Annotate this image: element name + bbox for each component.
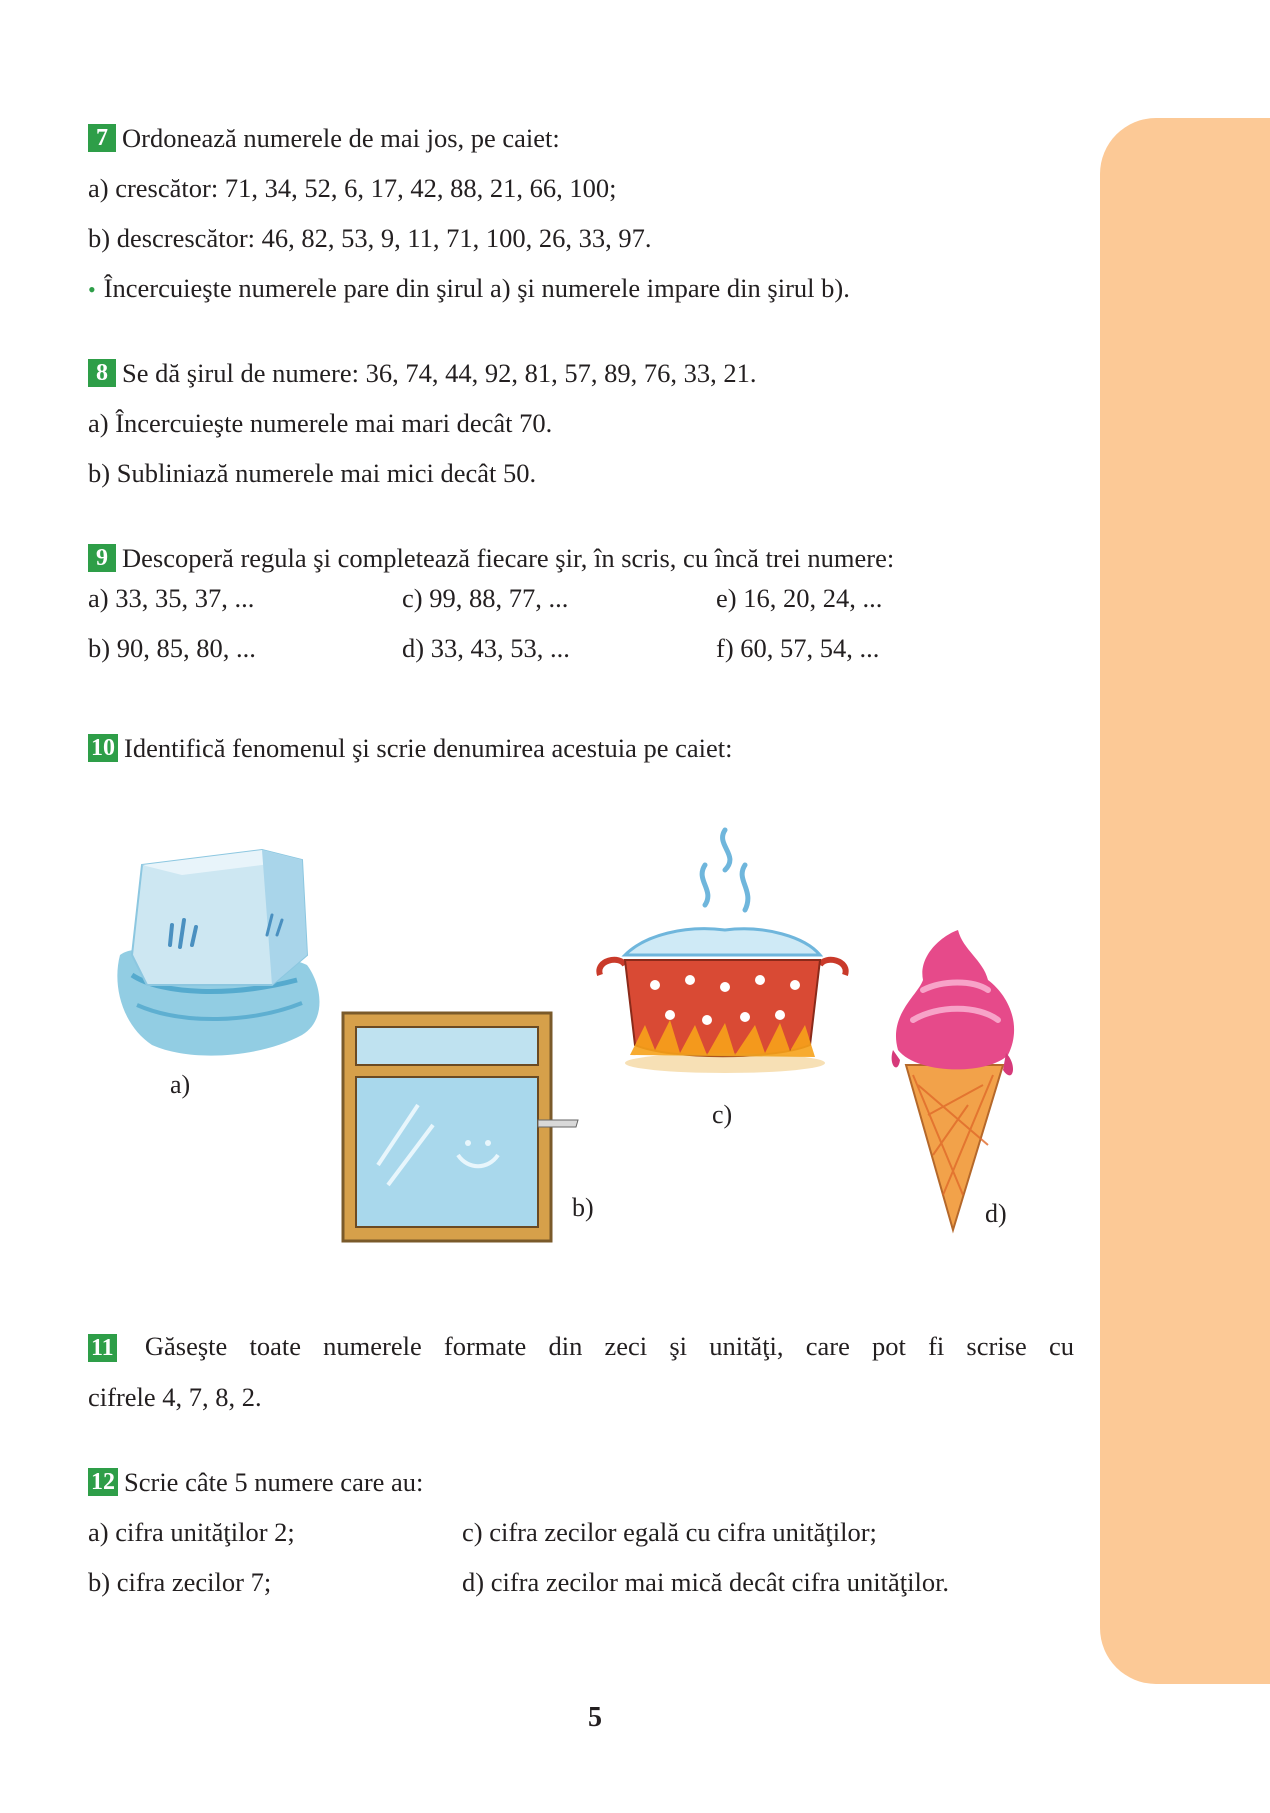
ex10-number-badge: 10 xyxy=(88,734,118,762)
ex11-word: toate xyxy=(249,1331,301,1361)
ex11-word: din xyxy=(548,1331,583,1361)
page-number: 5 xyxy=(588,1702,602,1733)
ex9-item-f: f) 60, 57, 54, ... xyxy=(716,633,880,663)
ex11-word: cu xyxy=(1048,1331,1074,1361)
ex7-title: Ordonează numerele de mai jos, pe caiet: xyxy=(122,123,560,153)
ex9-item-b: b) 90, 85, 80, ... xyxy=(88,633,256,663)
ex8-title: Se dă şirul de numere: 36, 74, 44, 92, 81, 57, 89, 76, 33, 21. xyxy=(122,358,757,388)
ex7-number-badge: 7 xyxy=(88,124,116,152)
side-tab-decoration xyxy=(1100,118,1270,1684)
ex12-title: Scrie câte 5 numere care au: xyxy=(124,1467,424,1497)
ex7-heading xyxy=(88,122,560,154)
ex10-heading xyxy=(88,732,732,764)
ex11-word: zeci xyxy=(604,1331,648,1361)
ex12-number-badge: 12 xyxy=(88,1468,118,1496)
frosted-window-illustration xyxy=(338,1005,583,1250)
ex9-number-badge: 9 xyxy=(88,544,116,572)
picture-label-b: b) xyxy=(572,1193,594,1222)
boiling-pot-illustration xyxy=(595,825,850,1085)
ex9-item-d: d) 33, 43, 53, ... xyxy=(402,633,570,663)
ex8-number-badge: 8 xyxy=(88,359,116,387)
ex7-item-a: a) crescător: 71, 34, 52, 6, 17, 42, 88, 21, 66, 100; xyxy=(88,173,617,203)
ex11-word: unităţi, xyxy=(709,1331,784,1361)
ex10-title: Identifică fenomenul şi scrie denumirea acestuia pe caiet: xyxy=(124,733,733,763)
ex9-title: Descoperă regula şi completează fiecare şir, în scris, cu încă trei numere: xyxy=(122,543,895,573)
ex11-second-line: cifrele 4, 7, 8, 2. xyxy=(88,1382,262,1412)
melting-ice-illustration xyxy=(112,835,330,1065)
ex7-item-b: b) descrescător: 46, 82, 53, 9, 11, 71, 100, 26, 33, 97. xyxy=(88,223,652,253)
ex11-word: şi xyxy=(669,1331,688,1361)
ex12-item-a: a) cifra unităţilor 2; xyxy=(88,1517,295,1547)
ex9-item-e: e) 16, 20, 24, ... xyxy=(716,583,883,613)
picture-label-a: a) xyxy=(170,1070,191,1099)
ice-cream-cone-illustration xyxy=(888,925,1023,1240)
ex9-heading xyxy=(88,542,894,574)
ex11-number-badge: 11 xyxy=(88,1334,117,1362)
picture-label-d: d) xyxy=(985,1199,1007,1228)
ex11-word: care xyxy=(805,1331,850,1361)
bullet-icon: • xyxy=(88,277,96,302)
ex11-word: fi xyxy=(928,1331,945,1361)
ex12-item-d: d) cifra zecilor mai mică decât cifra unităţilor. xyxy=(462,1567,950,1597)
ex11-word: pot xyxy=(872,1331,906,1361)
ex12-heading xyxy=(88,1466,423,1498)
ex9-item-c: c) 99, 88, 77, ... xyxy=(402,583,569,613)
picture-label-c: c) xyxy=(712,1100,733,1129)
ex8-item-b: b) Subliniază numerele mai mici decât 50. xyxy=(88,458,537,488)
ex11-word: Găseşte xyxy=(144,1331,228,1361)
ex7-bullet-text: Încercuieşte numerele pare din şirul a) şi numerele impare din şirul b). xyxy=(103,273,850,303)
ex12-item-c: c) cifra zecilor egală cu cifra unităţilor; xyxy=(462,1517,877,1547)
ex11-word: numerele xyxy=(323,1331,422,1361)
ex8-item-a: a) Încercuieşte numerele mai mari decât 70. xyxy=(88,408,553,438)
ex9-item-a: a) 33, 35, 37, ... xyxy=(88,583,255,613)
ex12-item-b: b) cifra zecilor 7; xyxy=(88,1567,272,1597)
ex11-first-line xyxy=(88,1330,1074,1362)
ex7-bullet-line xyxy=(88,272,850,306)
ex8-heading xyxy=(88,357,756,389)
ex11-word: formate xyxy=(443,1331,527,1361)
ex11-word: scrise xyxy=(966,1331,1027,1361)
